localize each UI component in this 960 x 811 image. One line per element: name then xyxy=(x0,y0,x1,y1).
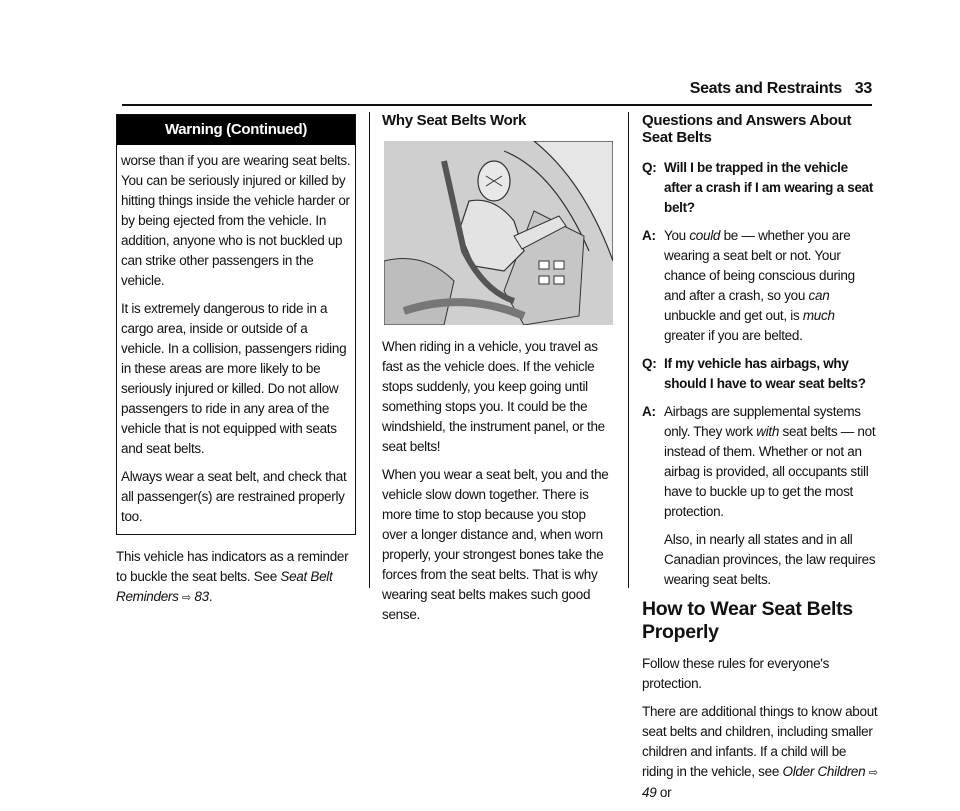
warning-box xyxy=(116,114,356,535)
seat-belt-reminders-link[interactable]: Seat Belt Reminders xyxy=(116,569,333,604)
column-middle xyxy=(382,112,614,633)
how-to-heading: How to Wear Seat Belts Properly xyxy=(642,598,853,643)
page-number: 33 xyxy=(854,80,872,97)
column-left xyxy=(116,112,356,616)
body-paragraph: When you wear a seat belt, you and the vehicle slow down together. There is more time to stop because you stop over a longer distance and, when worn properly, your strongest bones take the forces from the seat belts. That is why wearing seat belts makes such good sense. xyxy=(382,467,609,622)
older-children-link[interactable]: Older Children xyxy=(782,764,866,779)
question-2: Q: If my vehicle has airbags, why should I have to wear seat belts? xyxy=(642,356,866,391)
answer-1: A: You could be — whether you are wearing a seat belt or not. Your chance of being conscious during and after a crash, so you can unbuckle and get out, is much greater if you are belted. xyxy=(642,228,855,343)
warning-paragraph: Always wear a seat belt, and check that all passenger(s) are restrained properly too. xyxy=(121,469,347,524)
crash-test-dummy-illustration-icon xyxy=(384,141,613,325)
body-paragraph: Follow these rules for everyone's protection. xyxy=(642,656,830,691)
children-paragraph: There are additional things to know about seat belts and children, including smaller children and infants. If a child will be riding in the vehicle, see Older Children ⇨ 49 or xyxy=(642,704,878,800)
column-right xyxy=(642,112,878,811)
page-header xyxy=(0,80,960,104)
page-ref-number[interactable]: 49 xyxy=(642,785,657,800)
section-title: Seats and Restraints xyxy=(689,80,842,97)
warning-body xyxy=(117,145,355,534)
warning-paragraph: worse than if you are wearing seat belts. You can be seriously injured or killed by hitting things inside the vehicle harder or by being ejected from the vehicle. In addition, anyone who is not buckled up can strike other passengers in the vehicle. xyxy=(121,153,351,288)
answer-2: A: Airbags are supplemental systems only. They work with seat belts — not instead of them. Whether or not an airbag is provided, all occupants still have to buckle up to get the most protection. xyxy=(642,404,876,519)
question-1: Q: Will I be trapped in the vehicle after a crash if I am wearing a seat belt? xyxy=(642,160,874,215)
column-divider-2 xyxy=(628,112,629,588)
reminder-paragraph: This vehicle has indicators as a reminder to buckle the seat belts. See Seat Belt Reminders ⇨ 83. xyxy=(116,549,349,604)
body-paragraph: When riding in a vehicle, you travel as fast as the vehicle does. If the vehicle stops suddenly, you keep going until something stops you. It could be the windshield, the instrument panel, or the seat belts! xyxy=(382,339,605,454)
section-heading: Why Seat Belts Work xyxy=(382,112,527,129)
qa-heading: Questions and Answers About Seat Belts xyxy=(642,112,852,146)
header-rule xyxy=(122,104,872,106)
page-ref-arrow-icon: ⇨ xyxy=(868,767,878,779)
warning-title: Warning (Continued) xyxy=(117,115,355,145)
column-divider-1 xyxy=(369,112,370,588)
warning-paragraph: It is extremely dangerous to ride in a cargo area, inside or outside of a vehicle. In a collision, passengers riding in these areas are more likely to be seriously injured or killed. Do not allow passengers to ride in any area of the vehicle that is not equipped with seats and seat belts. xyxy=(121,301,347,456)
page-ref-number[interactable]: 83 xyxy=(194,589,209,604)
page-ref-arrow-icon: ⇨ xyxy=(182,592,191,604)
answer-2-extra: Also, in nearly all states and in all Canadian provinces, the law requires wearing seat belts. xyxy=(664,532,876,587)
